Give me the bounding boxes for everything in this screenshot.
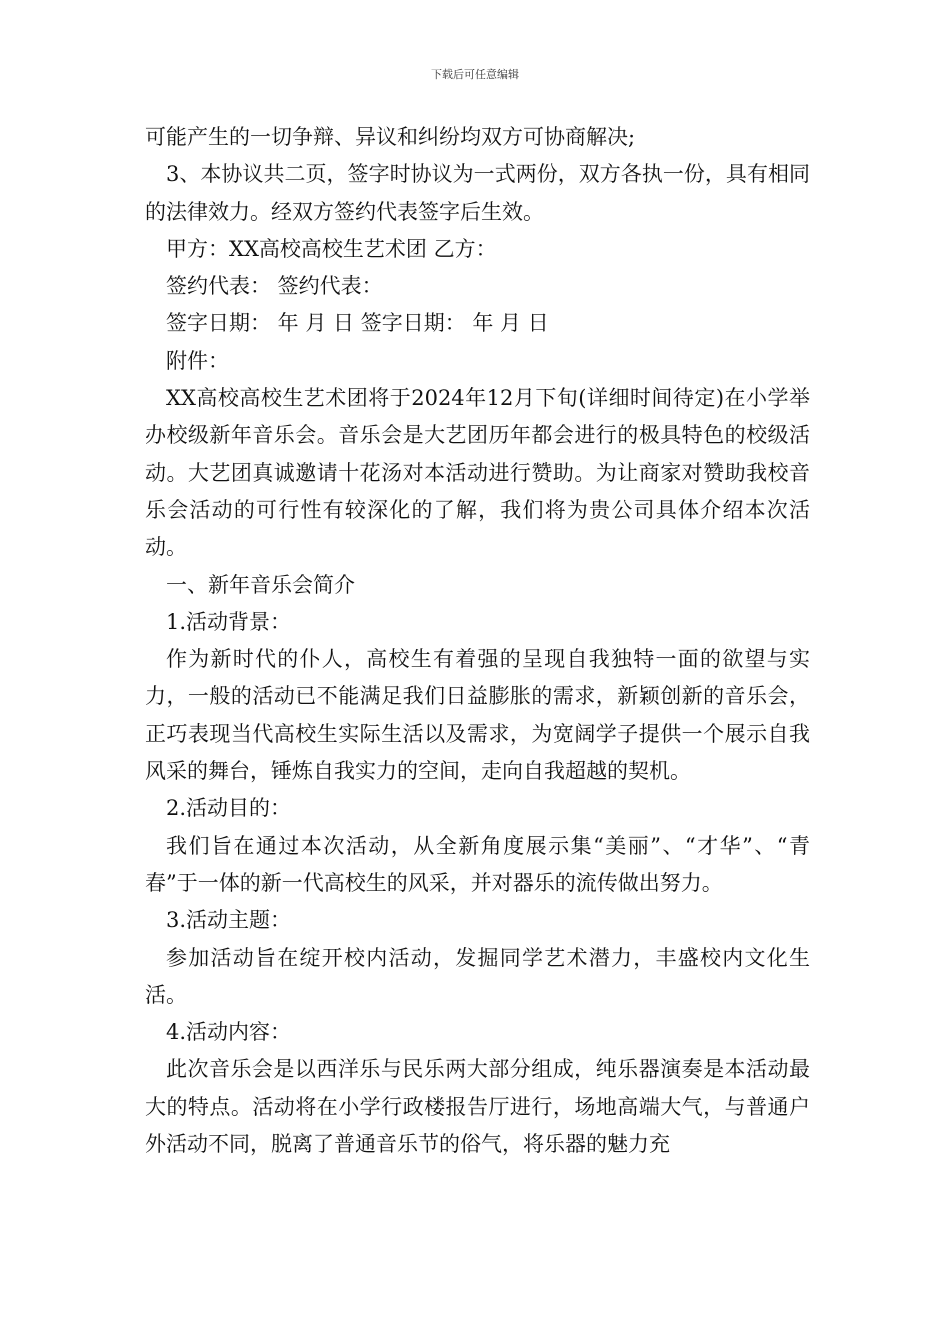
paragraph-purpose: 我们旨在通过本次活动，从全新角度展示集“美丽”、“才华”、“青春”于一体的新一代高校生的风采，并对器乐的流传做出努力。 [145, 833, 810, 895]
paragraph-representatives: 签约代表： 签约代表： [166, 274, 383, 299]
paragraph-content: 此次音乐会是以西洋乐与民乐两大部分组成，纯乐器演奏是本活动最大的特点。活动将在小学行政楼报告厅进行，场地高端大气，与普通户外活动不同，脱离了普通音乐节的俗气，将乐器的魅力充 [145, 1057, 810, 1157]
paragraph-attachment-label: 附件： [166, 348, 229, 373]
paragraph-theme: 参加活动旨在绽开校内活动，发掘同学艺术潜力，丰盛校内文化生活。 [145, 945, 810, 1007]
paragraph-sign-date: 签字日期： 年 月 日 签字日期： 年 月 日 [166, 311, 549, 336]
subheading-purpose: 2.活动目的： [166, 796, 292, 821]
subheading-background: 1.活动背景： [166, 609, 292, 634]
page-header: 下载后可任意编辑 [431, 68, 519, 81]
paragraph-background: 作为新时代的仆人，高校生有着强的呈现自我独特一面的欲望与实力，一般的活动已不能满足我们日益膨胀的需求，新颖创新的音乐会，正巧表现当代高校生实际生活以及需求，为宽阔学子提供一个展示自我风采的舞台，锤炼自我实力的空间，走向自我超越的契机。 [145, 647, 810, 784]
paragraph-clause-3: 3、本协议共二页，签字时协议为一式两份，双方各执一份，具有相同的法律效力。经双方签约代表签字后生效。 [145, 162, 810, 224]
section-heading-1: 一、新年音乐会简介 [166, 572, 355, 597]
paragraph-intro: XX高校高校生艺术团将于2024年12月下旬(详细时间待定)在小学举办校级新年音乐会。音乐会是大艺团历年都会进行的极具特色的校级活动。大艺团真诚邀请十花汤对本活动进行赞助。为让商家对赞助我校音乐会活动的可行性有较深化的了解，我们将为贵公司具体介绍本次活动。 [145, 386, 810, 560]
subheading-theme: 3.活动主题： [166, 908, 292, 933]
subheading-content: 4.活动内容： [166, 1020, 292, 1045]
document-body [145, 119, 810, 1163]
paragraph-parties: 甲方：XX高校高校生艺术团 乙方： [166, 236, 497, 261]
paragraph-dispute: 可能产生的一切争辩、异议和纠纷均双方可协商解决; [145, 125, 636, 149]
